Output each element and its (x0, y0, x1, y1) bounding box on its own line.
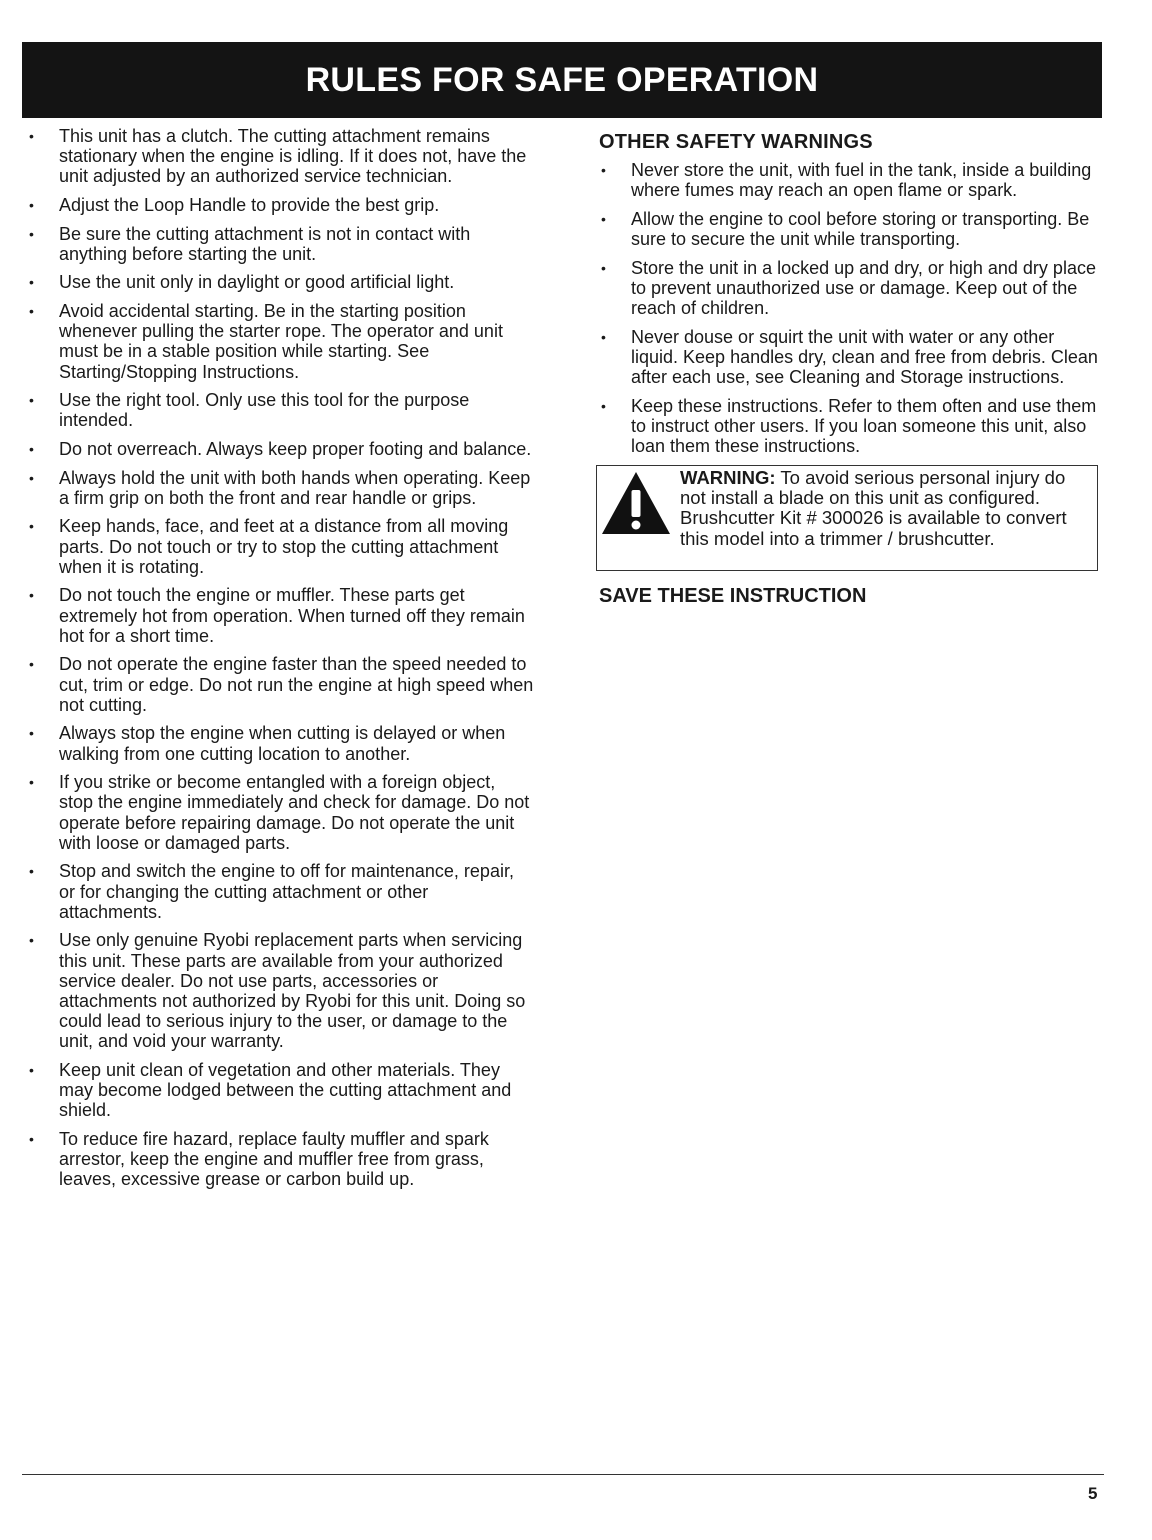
list-item (22, 439, 534, 459)
bullet-icon: • (29, 440, 34, 457)
bullet-icon: • (29, 128, 34, 144)
bullet-icon: • (29, 1130, 34, 1147)
warning-label: WARNING: (680, 466, 776, 488)
list-item (22, 585, 534, 646)
list-item-text: To reduce fire hazard, replace faulty muffler and spark arrestor, keep the engine and muffler free from grass, leaves, excessive grease or carbon build up. (59, 1128, 489, 1190)
list-item-text: Keep these instructions. Refer to them often and use them to instruct other users. If you loan someone this unit, also loan them these instructions. (631, 395, 1097, 456)
list-item (596, 258, 1100, 319)
bullet-icon: • (601, 162, 606, 178)
list-item-text: Do not operate the engine faster than the speed needed to cut, trim or edge. Do not run the engine at high speed when not cutting. (59, 654, 534, 715)
list-item-text: Never douse or squirt the unit with water or any other liquid. Keep handles dry, clean and free from debris. Clean after each use, see Cleaning and Storage instructions. (631, 326, 1098, 387)
list-item (596, 396, 1100, 457)
list-item-text: If you strike or become entangled with a foreign object, stop the engine immediately and check for damage. Do not operate before repairing damage. Do not operate the unit with loose or damaged parts. (59, 772, 530, 853)
bullet-icon: • (29, 225, 34, 242)
bullet-icon: • (601, 397, 606, 414)
list-item-text: Avoid accidental starting. Be in the starting position whenever pulling the starter rope. The operator and unit must be in a stable position while starting. See Starting/Stopping Instructions. (59, 300, 503, 382)
list-item (22, 224, 534, 264)
list-item (22, 654, 534, 715)
right-column (596, 126, 1100, 608)
bullet-icon: • (29, 469, 34, 486)
list-item (596, 209, 1100, 249)
bullet-icon: • (29, 302, 34, 319)
list-item (22, 390, 534, 430)
list-item (22, 468, 534, 508)
list-item (22, 195, 534, 215)
list-item-text: Be sure the cutting attachment is not in contact with anything before starting the unit. (59, 223, 471, 264)
list-item (22, 301, 534, 382)
bullet-icon: • (29, 932, 34, 949)
list-item (22, 861, 534, 922)
list-item (596, 160, 1100, 200)
safety-rules-list (22, 126, 534, 1190)
bullet-icon: • (29, 587, 34, 604)
list-item (22, 772, 534, 853)
bullet-icon: • (29, 656, 34, 673)
bullet-icon: • (29, 392, 34, 409)
list-item-text: Do not overreach. Always keep proper footing and balance. (59, 438, 532, 459)
list-item (22, 1060, 534, 1121)
list-item (22, 1129, 534, 1190)
bullet-icon: • (29, 1061, 34, 1078)
list-item-text: Stop and switch the engine to off for maintenance, repair, or for changing the cutting attachment or other attachments. (59, 861, 514, 922)
list-item-text: Keep unit clean of vegetation and other materials. They may become lodged between the cutting attachment and shield. (59, 1059, 512, 1121)
list-item-text: Use the right tool. Only use this tool for the purpose intended. (59, 390, 470, 431)
list-item (22, 126, 534, 187)
page-title-banner (22, 42, 1102, 118)
list-item-text: Keep hands, face, and feet at a distance from all moving parts. Do not touch or try to stop the cutting attachment when it is rotating. (59, 516, 509, 577)
bullet-icon: • (601, 259, 606, 276)
list-item (22, 930, 534, 1051)
list-item-text: Use only genuine Ryobi replacement parts when servicing this unit. These parts are available from your authorized service dealer. Do not use parts, accessories or attachments not authorized by Ryobi for this unit. Doing so could lead to serious injury to the user, or damage to the unit, and void your warranty. (59, 930, 526, 1052)
list-item-text: Store the unit in a locked up and dry, or high and dry place to prevent unauthorized use or damage. Keep out of the reach of children. (631, 257, 1096, 318)
list-item (22, 516, 534, 577)
warning-triangle-icon (600, 470, 672, 536)
list-item-text: Do not touch the engine or muffler. These parts get extremely hot from operation. When turned off they remain hot for a short time. (59, 585, 525, 646)
bullet-icon: • (29, 725, 34, 742)
list-item (596, 327, 1100, 388)
bullet-icon: • (29, 274, 34, 291)
bullet-icon: • (29, 774, 34, 791)
list-item-text: Allow the engine to cool before storing or transporting. Be sure to secure the unit while transporting. (631, 208, 1090, 249)
list-item (22, 272, 534, 292)
bullet-icon: • (601, 210, 606, 227)
left-column (22, 126, 534, 1198)
bullet-icon: • (29, 863, 34, 880)
page-number: 5 (1088, 1484, 1098, 1503)
page-title: RULES FOR SAFE OPERATION (305, 60, 819, 99)
section-heading-other-safety-warnings: OTHER SAFETY WARNINGS (599, 131, 873, 153)
bullet-icon: • (601, 328, 606, 345)
list-item-text: This unit has a clutch. The cutting attachment remains stationary when the engine is idling. If it does not, have the unit adjusted by an authorized service technician. (59, 126, 527, 187)
list-item-text: Adjust the Loop Handle to provide the best grip. (59, 195, 440, 215)
warning-text: To avoid serious personal injury do not install a blade on this unit as configured. Brushcutter Kit # 300026 is available to convert this model into a trimmer / brushcutter. (680, 466, 1067, 549)
warning-message (680, 468, 1090, 550)
warning-box (596, 465, 1098, 571)
list-item-text: Always hold the unit with both hands when operating. Keep a firm grip on both the front and rear handle or grips. (59, 467, 531, 508)
list-item-text: Never store the unit, with fuel in the tank, inside a building where fumes may reach an open flame or spark. (631, 160, 1092, 201)
list-item-text: Use the unit only in daylight or good artificial light. (59, 272, 455, 293)
other-warnings-list (596, 160, 1100, 456)
footer-divider (22, 1474, 1104, 1475)
bullet-icon: • (29, 197, 34, 213)
bullet-icon: • (29, 518, 34, 535)
list-item-text: Always stop the engine when cutting is delayed or when walking from one cutting location to another. (59, 723, 506, 764)
save-instructions-heading: SAVE THESE INSTRUCTION (599, 584, 867, 607)
list-item (22, 723, 534, 763)
